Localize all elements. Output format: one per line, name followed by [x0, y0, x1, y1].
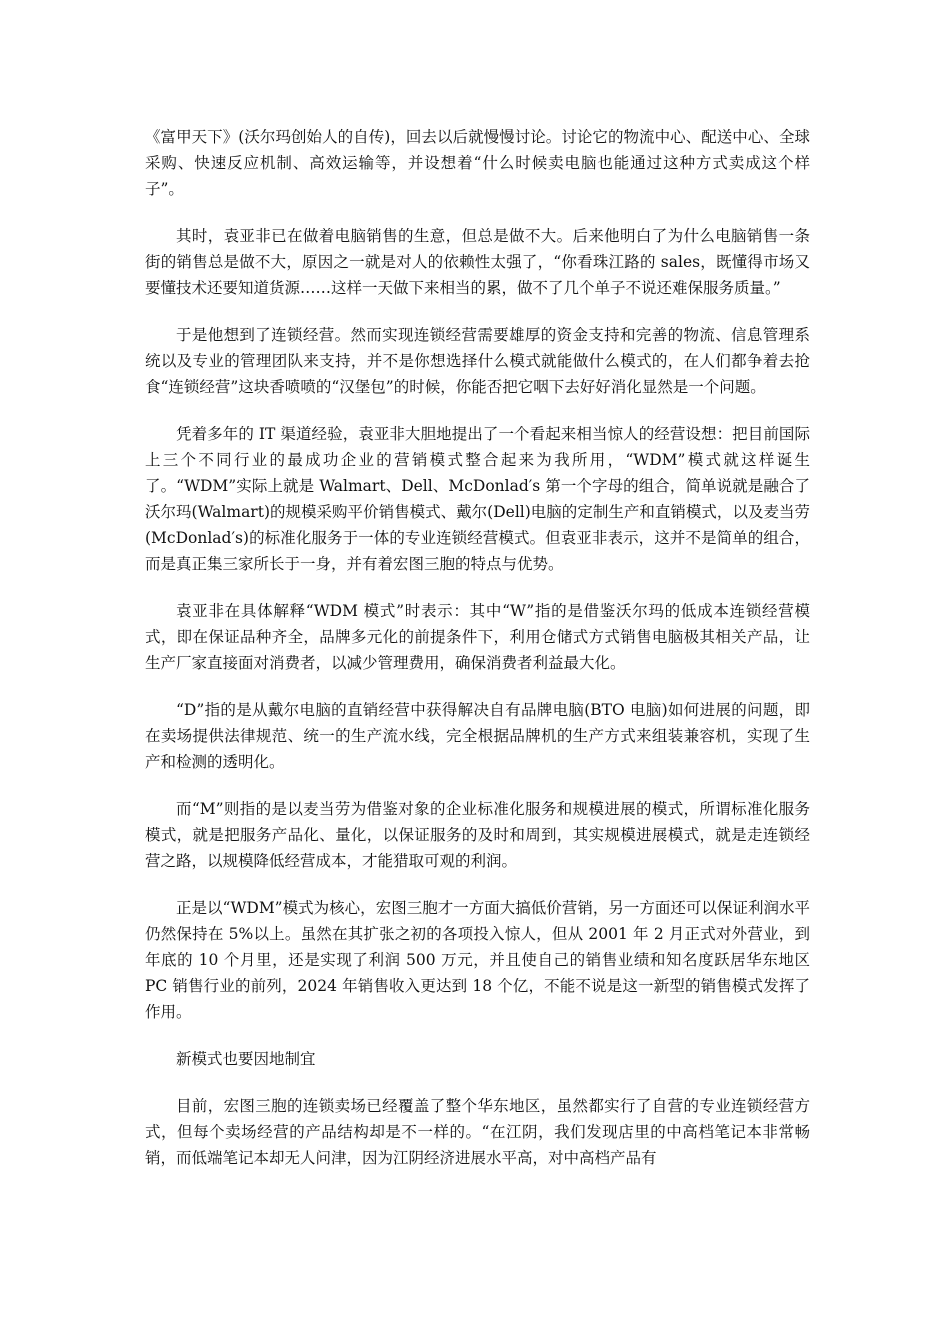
document-page: [145, 124, 810, 1192]
section-heading: 新模式也要因地制宜: [176, 1050, 316, 1068]
paragraph-4: 凭着多年的 IT 渠道经验，袁亚非大胆地提出了一个看起来相当惊人的经营设想：把目前国际上三个不同行业的最成功企业的营销模式整合起来为我所用，“WDM”模式就这样诞生了。“WDM”实际上就是 Walmart、Dell、McDonlad′s 第一个字母的组合，简单说就是融合了沃尔玛(Walmart)的规模采购平价销售模式、戴尔(Dell)电脑的定制生产和直销模式，以及麦当劳(McDonlad′s)的标准化服务于一体的专业连锁经营模式。但袁亚非表示，这并不是简单的组合，而是真正集三家所长于一身，并有着宏图三胞的特点与优势。: [145, 425, 810, 573]
paragraph-2: 其时，袁亚非已在做着电脑销售的生意，但总是做不大。后来他明白了为什么电脑销售一条街的销售总是做不大，原因之一就是对人的依赖性太强了，“你看珠江路的 sales，既懂得市场又要懂技术还要知道货源……这样一天做下来相当的累，做不了几个单子不说还难保服务质量。”: [145, 227, 810, 297]
paragraph-3: 于是他想到了连锁经营。然而实现连锁经营需要雄厚的资金支持和完善的物流、信息管理系统以及专业的管理团队来支持，并不是你想选择什么模式就能做什么模式的，在人们都争着去抢食“连锁经营”这块香喷喷的“汉堡包”的时候，你能否把它咽下去好好消化显然是一个问题。: [145, 326, 810, 396]
paragraph-5: 袁亚非在具体解释“WDM 模式”时表示：其中“W”指的是借鉴沃尔玛的低成本连锁经营模式，即在保证品种齐全，品牌多元化的前提条件下，利用仓储式方式销售电脑极其相关产品，让生产厂家直接面对消费者，以减少管理费用，确保消费者利益最大化。: [145, 602, 810, 672]
paragraph-1: 《富甲天下》(沃尔玛创始人的自传)，回去以后就慢慢讨论。讨论它的物流中心、配送中心、全球采购、快速反应机制、高效运输等，并设想着“什么时候卖电脑也能通过这种方式卖成这个样子”。: [145, 128, 810, 198]
paragraph-7: 而“M”则指的是以麦当劳为借鉴对象的企业标准化服务和规模进展的模式，所谓标准化服务模式，就是把服务产品化、量化，以保证服务的及时和周到，其实规模进展模式，就是走连锁经营之路，以规模降低经营成本，才能猎取可观的利润。: [145, 800, 810, 870]
paragraph-6: “D”指的是从戴尔电脑的直销经营中获得解决自有品牌电脑(BTO 电脑)如何进展的问题，即在卖场提供法律规范、统一的生产流水线，完全根据品牌机的生产方式来组装兼容机，实现了生产和检测的透明化。: [145, 701, 810, 771]
paragraph-8: 正是以“WDM”模式为核心，宏图三胞才一方面大搞低价营销，另一方面还可以保证利润水平仍然保持在 5%以上。虽然在其扩张之初的各项投入惊人，但从 2001 年 2 月正式对外营业，到年底的 10 个月里，还是实现了利润 500 万元，并且使自己的销售业绩和知名度跃居华东地区 PC 销售行业的前列，2024 年销售收入更达到 18 个亿，不能不说是这一新型的销售模式发挥了作用。: [145, 899, 810, 1021]
paragraph-9: 目前，宏图三胞的连锁卖场已经覆盖了整个华东地区，虽然都实行了自营的专业连锁经营方式，但每个卖场经营的产品结构却是不一样的。“在江阴，我们发现店里的中高档笔记本非常畅销，而低端笔记本却无人问津，因为江阴经济进展水平高，对中高档产品有: [145, 1097, 810, 1167]
